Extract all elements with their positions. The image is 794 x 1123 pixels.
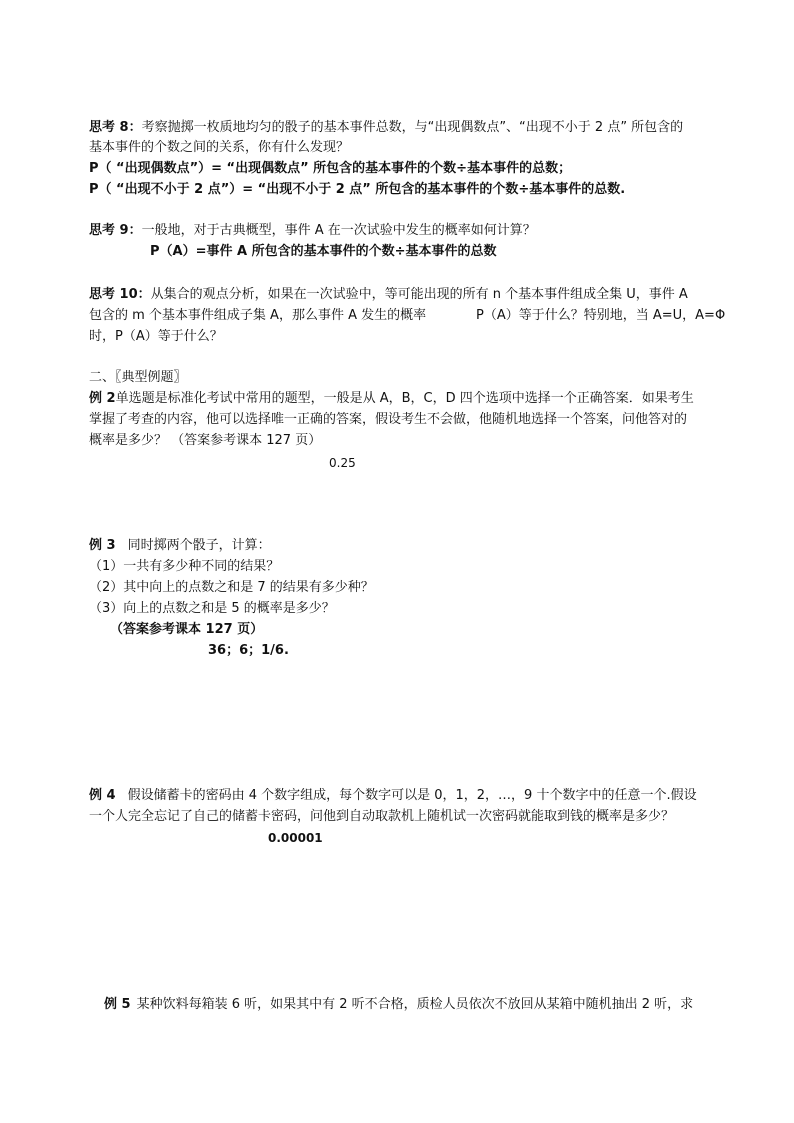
think10-label: 思考 10：	[89, 287, 151, 302]
ex3-ref: （答案参考课本 127 页）	[110, 622, 264, 637]
think10-line3: 时，P（A）等于什么？	[89, 329, 223, 344]
ex2-line3: 概率是多少？ （答案参考课本 127 页）	[89, 433, 322, 448]
think9-text1: 一般地，对于古典概型，事件 A 在一次试验中发生的概率如何计算？	[141, 223, 536, 238]
think9-formula: P（A）=事件 A 所包含的基本事件的个数÷基本事件的总数	[150, 244, 497, 259]
ex2-line2: 掌握了考查的内容，他可以选择唯一正确的答案，假设考生不会做，他随机地选择一个答案，问他答对的	[89, 412, 688, 427]
ex2-line1	[89, 389, 694, 408]
think10-line1	[89, 285, 688, 304]
ex3-label: 例 3	[89, 538, 116, 553]
think10-text1: 从集合的观点分析，如果在一次试验中，等可能出现的所有 n 个基本事件组成全集 U，事件 A	[150, 287, 688, 302]
section-title: 二、〖典型例题〗	[89, 370, 187, 385]
ex4-text1: 假设储蓄卡的密码由 4 个数字组成，每个数字可以是 0，1，2，…，9 十个数字中的任意一个.假设	[127, 788, 697, 803]
think9-label: 思考 9：	[89, 223, 142, 238]
ex3-q1: （1）一共有多少种不同的结果？	[89, 559, 280, 574]
think10-line2a: 包含的 m 个基本事件组成子集 A，那么事件 A 发生的概率	[89, 308, 427, 323]
ex3-text1: 同时掷两个骰子，计算：	[127, 538, 271, 553]
think10-line2b: P（A）等于什么？特别地，当 A=U，A=Φ	[476, 308, 726, 323]
ex4-label: 例 4	[89, 788, 116, 803]
think8-line2: 基本事件的个数之间的关系，你有什么发现？	[89, 140, 350, 155]
ex5-text1: 某种饮料每箱装 6 听，如果其中有 2 听不合格，质检人员依次不放回从某箱中随机抽出 2 听，求	[136, 997, 694, 1012]
ex2-label: 例 2	[89, 391, 116, 406]
think8-text1: 考察抛掷一枚质地均匀的骰子的基本事件总数，与“出现偶数点”、“出现不小于 2 点” 所包含的	[141, 120, 684, 135]
think9-line1	[89, 221, 536, 240]
ex5-line1	[104, 995, 693, 1014]
ex5-label: 例 5	[104, 997, 131, 1012]
ex3-q2: （2）其中向上的点数之和是 7 的结果有多少种？	[89, 580, 374, 595]
ex2-text1: 单选题是标准化考试中常用的题型，一般是从 A，B，C，D 四个选项中选择一个正确答案．如果考生	[115, 391, 694, 406]
think8-line3: P（ “出现偶数点”）= “出现偶数点” 所包含的基本事件的个数÷基本事件的总数；	[89, 161, 572, 176]
ex3-answer: 36；6；1/6.	[208, 643, 289, 658]
ex4-line1	[89, 786, 697, 805]
ex4-line2: 一个人完全忘记了自己的储蓄卡密码，问他到自动取款机上随机试一次密码就能取到钱的概率是多少？	[89, 809, 675, 824]
think8-line1	[89, 118, 683, 137]
ex3-q3: （3）向上的点数之和是 5 的概率是多少？	[89, 601, 335, 616]
think8-line4: P（ “出现不小于 2 点”）= “出现不小于 2 点” 所包含的基本事件的个数÷基本事件的总数.	[89, 182, 626, 197]
ex2-answer: 0.25	[329, 456, 356, 470]
think8-label: 思考 8：	[89, 120, 142, 135]
ex4-answer: 0.00001	[268, 831, 323, 845]
ex3-line1	[89, 536, 271, 555]
